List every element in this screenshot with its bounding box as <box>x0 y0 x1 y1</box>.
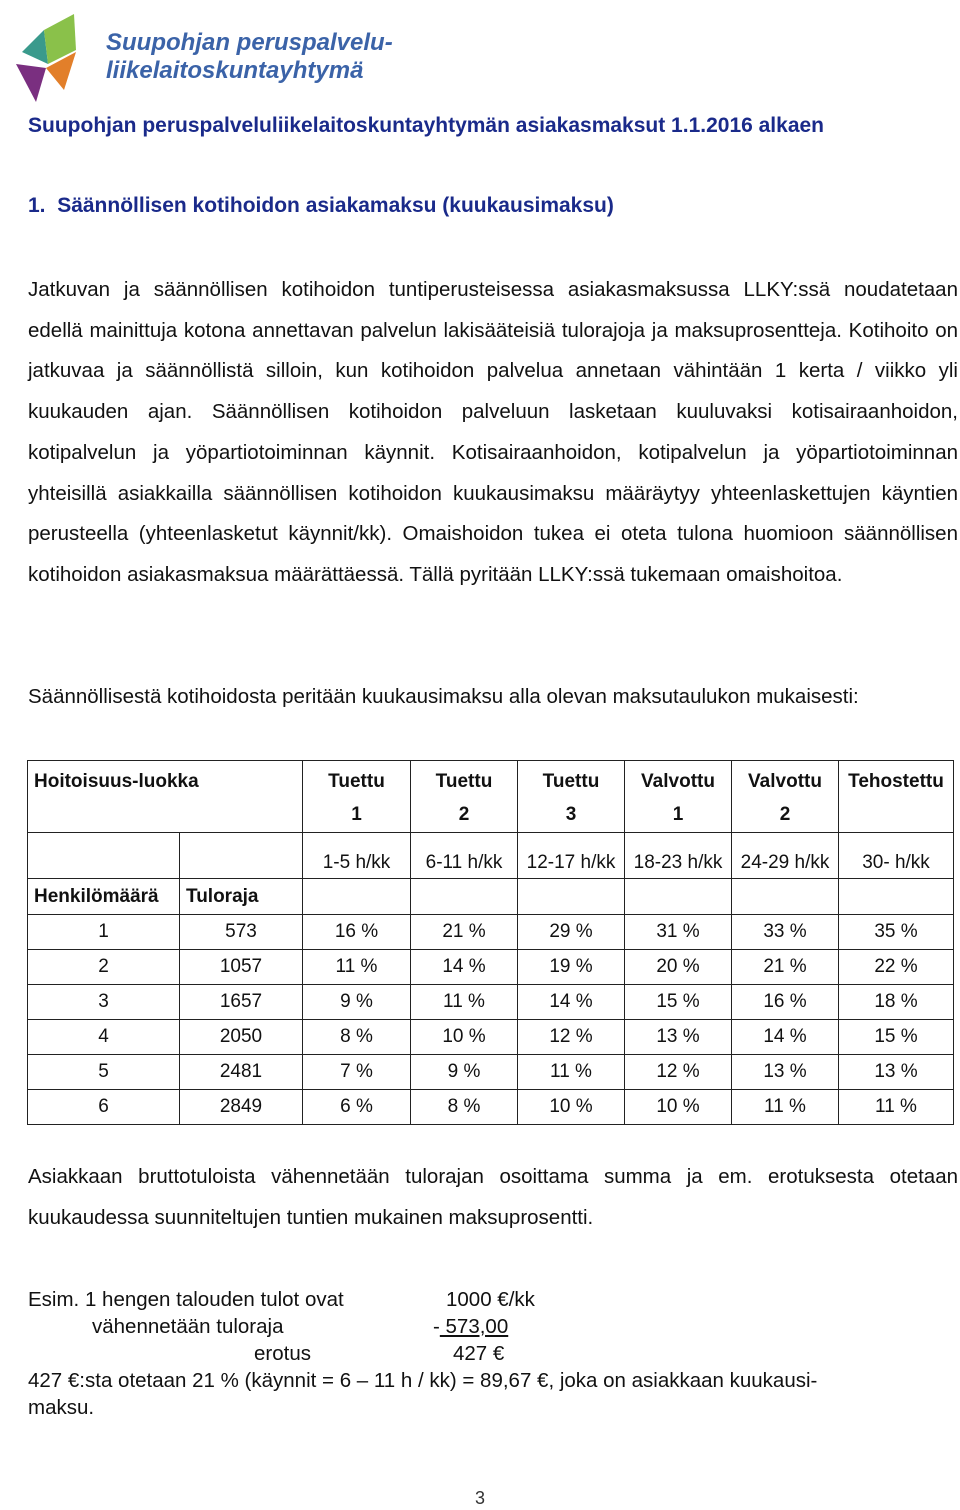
percent-cell: 11 % <box>518 1055 625 1090</box>
hours-row <box>28 833 954 879</box>
hours-cell: 24-29 h/kk <box>732 833 839 879</box>
percent-cell: 14 % <box>411 950 518 985</box>
percent-cell: 11 % <box>411 985 518 1020</box>
income-limit-cell: 1057 <box>180 950 303 985</box>
after-table-paragraph: Asiakkaan bruttotuloista vähennetään tulorajan osoittama summa ja em. erotuksesta otetaan kuukaudessa suunniteltujen tuntien mukainen maksuprosentti. <box>28 1165 958 1229</box>
percent-cell: 15 % <box>839 1020 954 1055</box>
percent-cell: 7 % <box>303 1055 411 1090</box>
fee-rows <box>28 915 954 1125</box>
table-row <box>28 915 954 950</box>
percent-cell: 21 % <box>732 950 839 985</box>
table-intro-paragraph: Säännöllisestä kotihoidosta peritään kuukausimaksu alla olevan maksutaulukon mukaisesti: <box>28 685 859 708</box>
persons-cell: 5 <box>28 1055 180 1090</box>
percent-cell: 11 % <box>303 950 411 985</box>
percent-cell: 16 % <box>303 915 411 950</box>
logo-leaf-purple <box>16 64 46 102</box>
hours-cell: 30- h/kk <box>839 833 954 879</box>
table-row <box>28 1020 954 1055</box>
section-number: 1. <box>28 194 46 217</box>
percent-cell: 10 % <box>411 1020 518 1055</box>
percent-cell: 29 % <box>518 915 625 950</box>
example-line3-value: 427 € <box>453 1342 505 1365</box>
example-line2-value: - 573,00 <box>433 1315 509 1338</box>
class-col-6: Tehostettu <box>839 761 954 833</box>
percent-cell: 12 % <box>518 1020 625 1055</box>
percent-cell: 8 % <box>411 1090 518 1125</box>
organization-logo <box>14 12 394 107</box>
hours-cell: 12-17 h/kk <box>518 833 625 879</box>
table-row <box>28 950 954 985</box>
page-number: 3 <box>474 1488 485 1508</box>
section-heading <box>28 194 614 218</box>
percent-cell: 9 % <box>303 985 411 1020</box>
persons-header: Henkilömäärä <box>28 879 180 915</box>
example-conclusion-line2: maksu. <box>28 1396 95 1419</box>
income-limit-cell: 1657 <box>180 985 303 1020</box>
column-label-row <box>28 879 954 915</box>
persons-cell: 4 <box>28 1020 180 1055</box>
logo-text-line1: Suupohjan peruspalvelu- <box>106 29 393 56</box>
income-limit-cell: 2849 <box>180 1090 303 1125</box>
persons-cell: 1 <box>28 915 180 950</box>
percent-cell: 11 % <box>732 1090 839 1125</box>
percent-cell: 11 % <box>839 1090 954 1125</box>
percent-cell: 15 % <box>625 985 732 1020</box>
class-col-1: Tuettu 1 <box>303 761 411 833</box>
intro-paragraph: Jatkuvan ja säännöllisen kotihoidon tuntiperusteisessa asiakasmaksussa LLKY:ssä noudatetaan edellä mainittuja kotona annettavan palvelun lakisääteisiä tulorajoja ja maksuprosentteja. Kotihoito on jatkuvaa ja säännöllistä silloin, kun kotihoidon palvelua annetaan vähintään 1 kerta / viikko yli kuukauden ajan. Säännöllisen kotihoidon palveluun lasketaan kuuluvaksi kotisairaanhoidon, kotipalvelun ja yöpartiotoiminnan käynnit. Kotisairaanhoidon, kotipalvelun ja yöpartiotoiminnan yhteisillä asiakkailla säännöllisen kotihoidon kuukausimaksu määräytyy yhteenlaskettujen käyntien perusteella (yhteenlasketut käynnit/kk). Omaishoidon tukea ei oteta tulona huomioon säännöllisen kotihoidon asiakasmaksua määrättäessä. Tällä pyritään LLKY:ssä tukemaan omaishoitoa. <box>28 278 958 586</box>
class-col-3: Tuettu 3 <box>518 761 625 833</box>
percent-cell: 9 % <box>411 1055 518 1090</box>
income-limit-cell: 2050 <box>180 1020 303 1055</box>
logo-mark-icon <box>14 12 94 107</box>
class-col-4: Valvottu 1 <box>625 761 732 833</box>
class-col-2: Tuettu 2 <box>411 761 518 833</box>
logo-text-line2: liikelaitoskuntayhtymä <box>106 57 364 84</box>
percent-cell: 35 % <box>839 915 954 950</box>
percent-cell: 14 % <box>518 985 625 1020</box>
percent-cell: 14 % <box>732 1020 839 1055</box>
persons-cell: 6 <box>28 1090 180 1125</box>
logo-leaf-teal <box>22 30 48 64</box>
percent-cell: 8 % <box>303 1020 411 1055</box>
income-header: Tuloraja <box>180 879 303 915</box>
percent-cell: 16 % <box>732 985 839 1020</box>
percent-cell: 20 % <box>625 950 732 985</box>
table-row <box>28 1090 954 1125</box>
fee-table <box>27 760 954 1125</box>
hours-cell: 18-23 h/kk <box>625 833 732 879</box>
hours-cell: 1-5 h/kk <box>303 833 411 879</box>
table-row <box>28 985 954 1020</box>
percent-cell: 31 % <box>625 915 732 950</box>
document-title: Suupohjan peruspalveluliikelaitoskuntayhtymän asiakasmaksut 1.1.2016 alkaen <box>28 114 825 137</box>
percent-cell: 10 % <box>518 1090 625 1125</box>
income-limit-cell: 573 <box>180 915 303 950</box>
example-conclusion-line1: 427 €:sta otetaan 21 % (käynnit = 6 – 11 h / kk) = 89,67 €, joka on asiakkaan kuukausi- <box>28 1369 818 1392</box>
class-header: Hoitoisuus-luokka <box>28 761 303 833</box>
percent-cell: 10 % <box>625 1090 732 1125</box>
example-line3-label: erotus <box>254 1342 311 1365</box>
percent-cell: 13 % <box>732 1055 839 1090</box>
percent-cell: 33 % <box>732 915 839 950</box>
table-header-row <box>28 761 954 833</box>
persons-cell: 2 <box>28 950 180 985</box>
income-limit-cell: 2481 <box>180 1055 303 1090</box>
hours-cell: 6-11 h/kk <box>411 833 518 879</box>
table-row <box>28 1055 954 1090</box>
class-col-5: Valvottu 2 <box>732 761 839 833</box>
example-line2-label: vähennetään tuloraja <box>92 1315 284 1338</box>
percent-cell: 12 % <box>625 1055 732 1090</box>
percent-cell: 19 % <box>518 950 625 985</box>
percent-cell: 18 % <box>839 985 954 1020</box>
example-line1-value: 1000 €/kk <box>446 1288 535 1311</box>
persons-cell: 3 <box>28 985 180 1020</box>
example-line1-label: Esim. 1 hengen talouden tulot ovat <box>28 1288 344 1311</box>
percent-cell: 6 % <box>303 1090 411 1125</box>
section-heading-text: Säännöllisen kotihoidon asiakamaksu (kuukausimaksu) <box>57 194 614 217</box>
percent-cell: 13 % <box>839 1055 954 1090</box>
percent-cell: 21 % <box>411 915 518 950</box>
percent-cell: 22 % <box>839 950 954 985</box>
percent-cell: 13 % <box>625 1020 732 1055</box>
